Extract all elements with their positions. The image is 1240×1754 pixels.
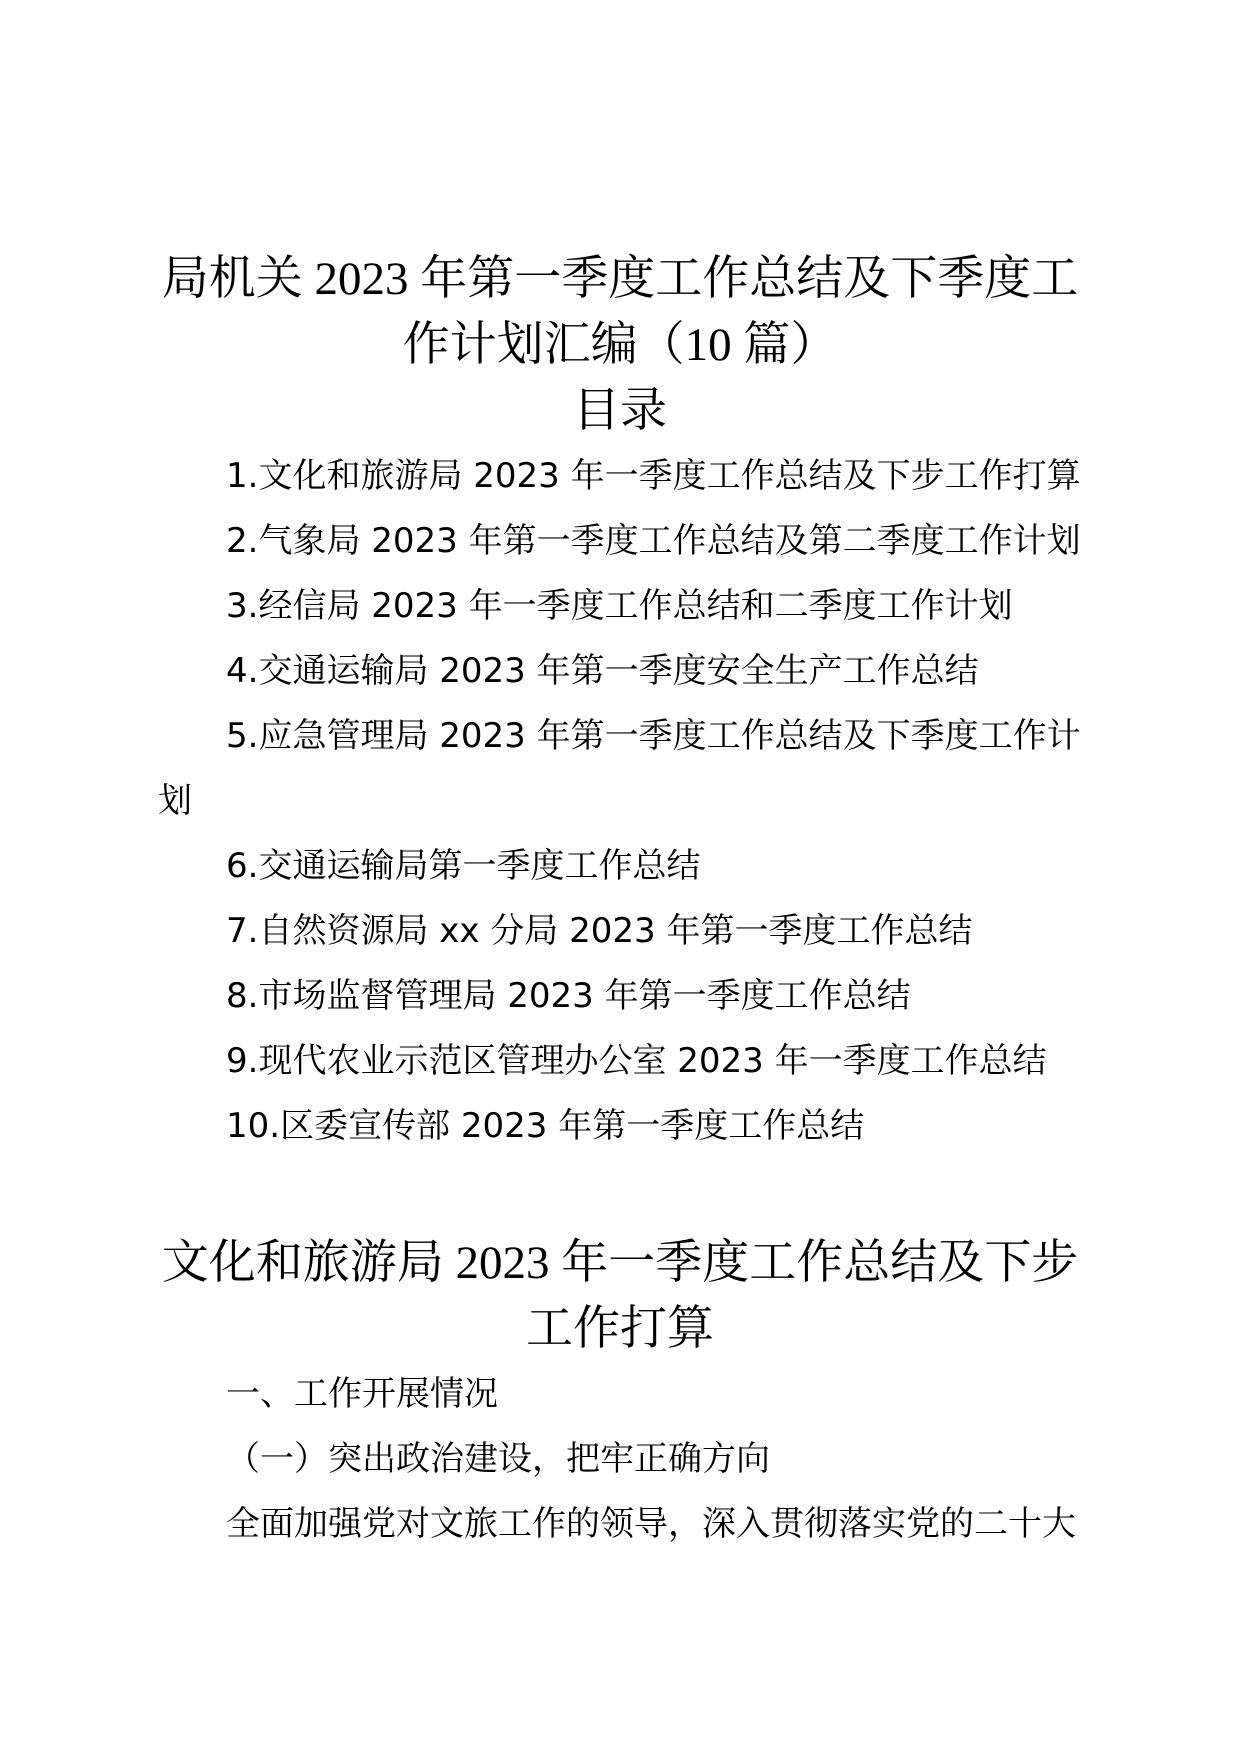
- section-heading-level-2: （一）突出政治建设，把牢正确方向: [226, 1439, 770, 1479]
- toc-heading: 目录: [573, 385, 667, 437]
- section-title: 文化和旅游局 2023 年一季度工作总结及下步工作打算: [161, 1237, 1079, 1355]
- toc-item[interactable]: 3.经信局 2023 年一季度工作总结和二季度工作计划: [226, 586, 1013, 626]
- toc-item[interactable]: 4.交通运输局 2023 年第一季度安全生产工作总结: [226, 651, 979, 691]
- toc-item[interactable]: 9.现代农业示范区管理办公室 2023 年一季度工作总结: [226, 1041, 1047, 1081]
- toc-item[interactable]: 8.市场监督管理局 2023 年第一季度工作总结: [226, 976, 911, 1016]
- document-title: 局机关 2023 年第一季度工作总结及下季度工作计划汇编（10 篇）: [161, 253, 1079, 371]
- body-paragraph: 全面加强党对文旅工作的领导，深入贯彻落实党的二十大: [226, 1504, 1076, 1544]
- toc-item[interactable]: 7.自然资源局 xx 分局 2023 年第一季度工作总结: [226, 911, 973, 951]
- toc-item[interactable]: 5.应急管理局 2023 年第一季度工作总结及下季度工作计划: [158, 716, 1081, 821]
- section-heading-level-1: 一、工作开展情况: [226, 1374, 498, 1414]
- page-content: [158, 246, 1082, 1557]
- toc-item[interactable]: 1.文化和旅游局 2023 年一季度工作总结及下步工作打算: [226, 456, 1081, 496]
- toc-item[interactable]: 2.气象局 2023 年第一季度工作总结及第二季度工作计划: [226, 521, 1081, 561]
- toc-item[interactable]: 6.交通运输局第一季度工作总结: [226, 846, 701, 886]
- table-of-contents: [158, 444, 1082, 1159]
- toc-item[interactable]: 10.区委宣传部 2023 年第一季度工作总结: [226, 1106, 865, 1146]
